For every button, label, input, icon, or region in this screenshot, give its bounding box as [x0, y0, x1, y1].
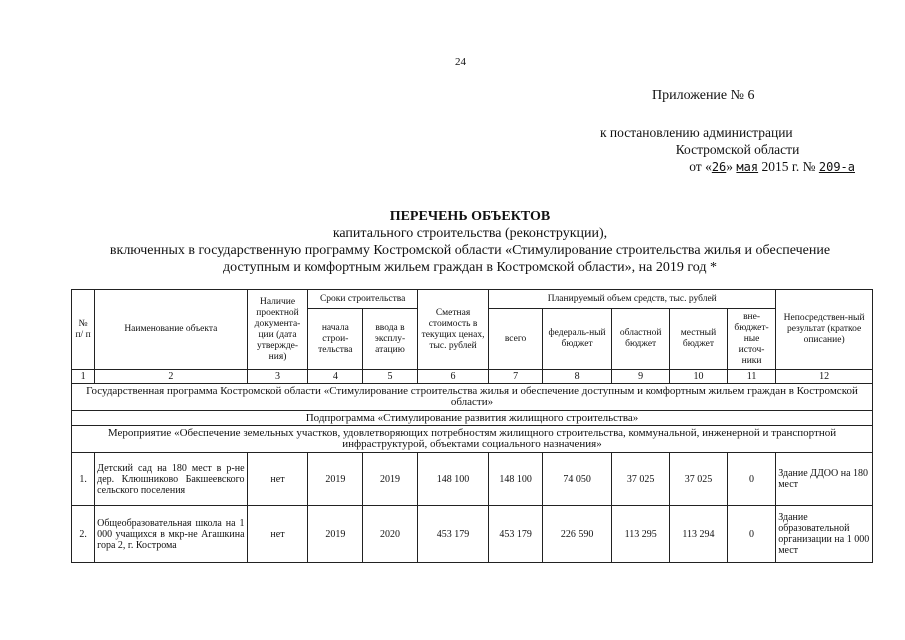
title-line-3: включенных в государственную программу Костромской области «Стимулирование строительства жилья и обеспечение	[109, 243, 831, 258]
header-planned: Планируемый объем средств, тыс. рублей	[489, 290, 776, 309]
row-result: Здание ДДОО на 180 мест	[776, 453, 873, 506]
col-number: 12	[776, 370, 873, 384]
row-federal: 226 590	[542, 506, 611, 563]
row-result: Здание образовательной организации на 1 000 мест	[776, 506, 873, 563]
subprogram-row: Подпрограмма «Стимулирование развития жилищного строительства»	[72, 411, 873, 426]
header-terms: Сроки строительства	[308, 290, 417, 309]
row-local: 113 294	[670, 506, 728, 563]
row-start: 2019	[308, 453, 363, 506]
row-total: 148 100	[489, 453, 543, 506]
header-total: всего	[489, 309, 543, 370]
page-number: 24	[455, 56, 466, 68]
col-number: 3	[247, 370, 308, 384]
decree-line-1: к постановлению администрации	[600, 125, 793, 140]
header-name: Наименование объекта	[95, 290, 247, 370]
col-number: 1	[72, 370, 95, 384]
title-line-2: капитального строительства (реконструкции),	[332, 226, 608, 241]
col-number: 9	[612, 370, 670, 384]
row-name: Детский сад на 180 мест в р-не дер. Клюшниково Бакшеевского сельского поселения	[95, 453, 247, 506]
col-number: 4	[308, 370, 363, 384]
col-number: 10	[670, 370, 728, 384]
title-line-1: ПЕРЕЧЕНЬ ОБЪЕКТОВ	[389, 209, 551, 224]
decree-day: 26	[711, 160, 727, 174]
row-total: 453 179	[489, 506, 543, 563]
row-extra: 0	[727, 506, 775, 563]
row-name: Общеобразовательная школа на 1 000 учащихся в мкр-не Агашкина гора 2, г. Кострома	[95, 506, 247, 563]
decree-number: 209-а	[818, 160, 855, 174]
row-federal: 74 050	[542, 453, 611, 506]
decree-quote: »	[726, 159, 734, 174]
row-cost: 453 179	[417, 506, 488, 563]
col-number: 2	[95, 370, 247, 384]
row-local: 37 025	[670, 453, 728, 506]
header-cost: Сметная стоимость в текущих ценах, тыс. рублей	[417, 290, 488, 370]
header-docs: Наличие проектной документа-ции (дата утвержде-ния)	[247, 290, 308, 370]
column-numbers-row	[72, 370, 873, 384]
decree-line-2: Костромской области	[675, 142, 800, 157]
header-result: Непосредствен-ный результат (краткое описание)	[776, 290, 873, 370]
table-row	[72, 506, 873, 563]
document-title	[40, 208, 900, 276]
header-start: начала строи-тельства	[308, 309, 363, 370]
header-local: местный бюджет	[670, 309, 728, 370]
table-row	[72, 453, 873, 506]
appendix-label: Приложение № 6	[652, 88, 755, 103]
header-commission: ввода в эксплу-атацию	[363, 309, 418, 370]
program-row: Государственная программа Костромской области «Стимулирование строительства жилья и обеспечение доступным и комфортным жильем граждан в Костромской области»	[72, 384, 873, 411]
row-start: 2019	[308, 506, 363, 563]
decree-year: 2015 г. №	[761, 159, 816, 174]
header-regional: областной бюджет	[612, 309, 670, 370]
objects-table	[71, 289, 873, 563]
header-extra: вне-бюджет-ные источ-ники	[727, 309, 775, 370]
measure-row: Мероприятие «Обеспечение земельных участков, удовлетворяющих потребностям жилищного строительства, коммунальной, инженерной и транспортной инфраструктурой, объектами социального назначения»	[72, 426, 873, 453]
col-number: 6	[417, 370, 488, 384]
decree-reference	[600, 124, 855, 176]
row-commission: 2020	[363, 506, 418, 563]
col-number: 11	[727, 370, 775, 384]
row-cost: 148 100	[417, 453, 488, 506]
row-regional: 113 295	[612, 506, 670, 563]
row-docs: нет	[247, 453, 308, 506]
row-extra: 0	[727, 453, 775, 506]
decree-date-line	[600, 158, 855, 176]
col-number: 8	[542, 370, 611, 384]
header-num: № п/ п	[72, 290, 95, 370]
row-commission: 2019	[363, 453, 418, 506]
header-federal: федераль-ный бюджет	[542, 309, 611, 370]
row-regional: 37 025	[612, 453, 670, 506]
col-number: 7	[489, 370, 543, 384]
row-num: 1.	[72, 453, 95, 506]
row-num: 2.	[72, 506, 95, 563]
row-docs: нет	[247, 506, 308, 563]
decree-prefix: от «	[689, 159, 712, 174]
col-number: 5	[363, 370, 418, 384]
decree-month: мая	[736, 160, 759, 174]
title-line-4: доступным и комфортным жильем граждан в Костромской области», на 2019 год *	[223, 260, 717, 275]
